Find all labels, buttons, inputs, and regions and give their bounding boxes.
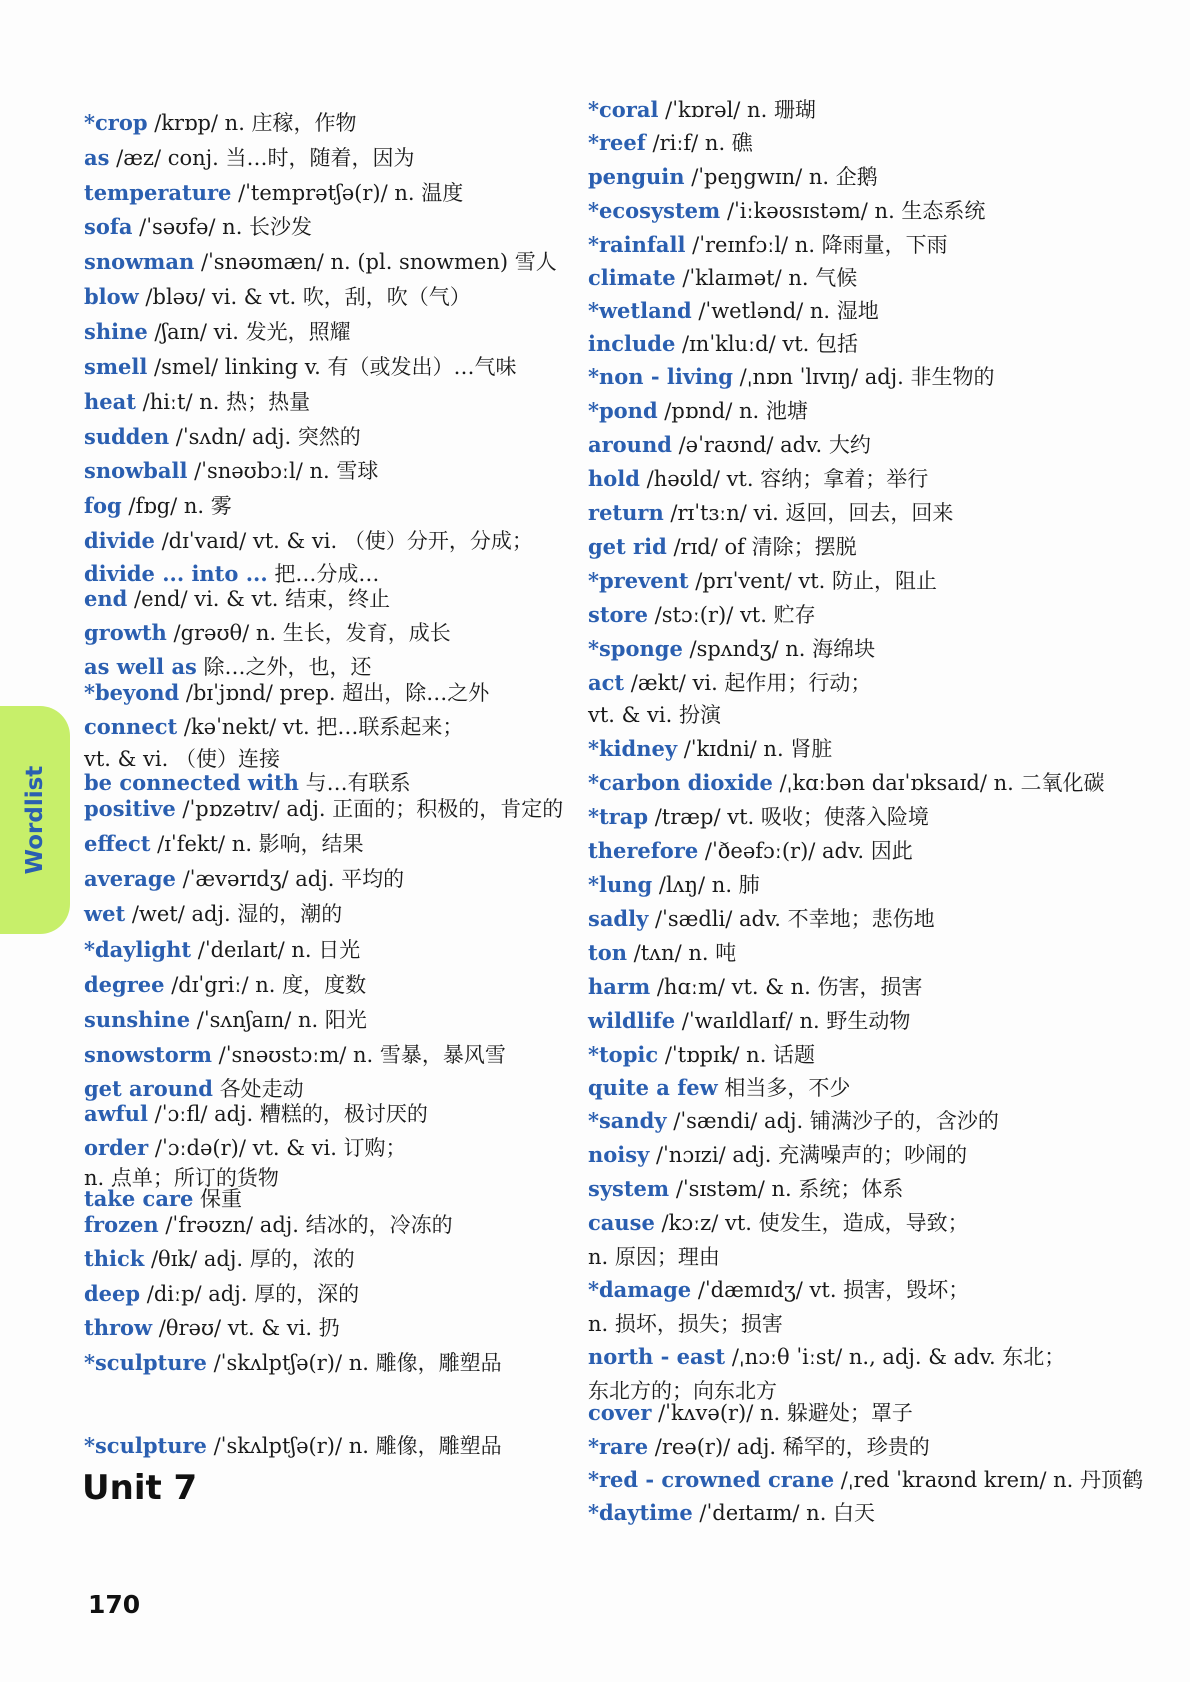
- entry-definition: /pɒnd/ n. 池塘: [657, 399, 808, 423]
- entry-definition: /bləʊ/ vi. & vt. 吹，刮，吹（气）: [138, 285, 471, 309]
- entry-definition: /həʊld/ vt. 容纳；拿着；举行: [639, 467, 929, 491]
- wordlist-entry: [588, 398, 808, 424]
- entry-word: *prevent: [588, 568, 689, 593]
- wordlist-entry: [588, 1434, 930, 1460]
- entry-definition: /dɪˈgriː/ n. 度，度数: [164, 973, 367, 997]
- entry-definition: /reə(r)/ adj. 稀罕的，珍贵的: [648, 1435, 930, 1459]
- entry-word: cover: [588, 1400, 652, 1425]
- wordlist-side-tab: [0, 706, 70, 934]
- entry-word: *wetland: [588, 298, 692, 323]
- wordlist-entry: [84, 831, 364, 857]
- entry-definition: /hɑːm/ vt. & n. 伤害，损害: [650, 975, 923, 999]
- entry-word: *coral: [588, 97, 659, 122]
- entry-definition: /ˈskʌlptʃə(r)/ n. 雕像，雕塑品: [206, 1351, 502, 1375]
- entry-word: average: [84, 866, 176, 891]
- wordlist-entry: [84, 654, 372, 680]
- entry-definition: /ɪˈfekt/ n. 影响，结果: [150, 832, 364, 856]
- entry-definition: /ɪnˈkluːd/ vt. 包括: [675, 332, 858, 356]
- entry-word: *pond: [588, 398, 658, 423]
- entry-definition: /fɒg/ n. 雾: [121, 494, 232, 518]
- entry-definition: /ˈkɒrəl/ n. 珊瑚: [658, 98, 816, 122]
- entry-definition: /ˌnɔːθ ˈiːst/ n., adj. & adv. 东北；: [725, 1345, 1066, 1369]
- entry-word: get around: [84, 1076, 213, 1101]
- entry-definition: /kəˈnekt/ vt. 把…联系起来；: [177, 715, 464, 739]
- wordlist-entry: [84, 620, 451, 646]
- entry-definition: /ˈkɪdni/ n. 肾脏: [677, 737, 833, 761]
- entry-word: wildlife: [588, 1008, 676, 1033]
- entry-definition: /smel/ linking v. 有（或发出）…气味: [147, 355, 517, 379]
- wordlist-entry: [84, 1212, 453, 1238]
- entry-word: sofa: [84, 214, 133, 239]
- wordlist-entry: [84, 972, 366, 998]
- entry-definition: /ˈiːkəʊsɪstəm/ n. 生态系统: [720, 199, 986, 223]
- wordlist-entry: [588, 1500, 875, 1526]
- entry-definition: /dɪˈvaɪd/ vt. & vi. （使）分开，分成；: [154, 529, 533, 553]
- entry-definition: 除…之外，也，还: [196, 655, 372, 679]
- entry-word: *kidney: [588, 736, 678, 761]
- wordlist-entry: [84, 937, 360, 963]
- wordlist-entry: [588, 736, 832, 762]
- wordlist-entry: [84, 680, 489, 706]
- entry-definition: vt. & vi. （使）连接: [84, 747, 280, 771]
- wordlist-entry: [588, 1176, 903, 1202]
- entry-word: *beyond: [84, 680, 180, 705]
- entry-word: north - east: [588, 1344, 726, 1369]
- entry-definition: /ˈɔːfl/ adj. 糟糕的，极讨厌的: [147, 1102, 428, 1126]
- entry-definition: /wet/ adj. 湿的，潮的: [125, 902, 343, 926]
- entry-word: temperature: [84, 180, 232, 205]
- entry-word: *daytime: [588, 1500, 693, 1525]
- entry-definition: /θɪk/ adj. 厚的，浓的: [144, 1247, 355, 1271]
- wordlist-entry: [84, 796, 563, 822]
- entry-definition: /ˈsʌdn/ adj. 突然的: [169, 425, 361, 449]
- wordlist-entry: [588, 1277, 969, 1303]
- entry-definition: /ˈnɔɪzi/ adj. 充满噪声的；吵闹的: [649, 1143, 968, 1167]
- entry-definition: /bɪˈjɒnd/ prep. 超出，除…之外: [179, 681, 490, 705]
- entry-word: around: [588, 432, 672, 457]
- entry-definition: /prɪˈvent/ vt. 防止，阻止: [688, 569, 938, 593]
- entry-definition: /ˈdeɪtaɪm/ n. 白天: [692, 1501, 876, 1525]
- wordlist-entry: [84, 180, 463, 206]
- wordlist-entry: [588, 602, 816, 628]
- entry-definition: /ˈsnəʊmæn/ n. (pl. snowmen) 雪人: [194, 250, 557, 274]
- wordlist-entry: [588, 974, 923, 1000]
- entry-word: *lung: [588, 872, 653, 897]
- wordlist-entry: [588, 670, 871, 696]
- wordlist-entry: [588, 770, 1104, 796]
- wordlist-entry: [588, 265, 857, 291]
- entry-definition: /rɪd/ of 清除；摆脱: [666, 535, 857, 559]
- wordlist-entry: [84, 1433, 502, 1459]
- page-number: 170: [88, 1590, 141, 1619]
- entry-definition: /ˈpɒzətɪv/ adj. 正面的；积极的，肯定的: [175, 797, 564, 821]
- entry-definition: /ˈsəʊfə/ n. 长沙发: [132, 215, 313, 239]
- entry-definition: /kɔːz/ vt. 使发生，造成，导致；: [654, 1211, 969, 1235]
- entry-definition: /ˈævərɪdʒ/ adj. 平均的: [175, 867, 405, 891]
- entry-word: act: [588, 670, 625, 695]
- wordlist-entry: [588, 1400, 913, 1426]
- entry-word: snowman: [84, 249, 195, 274]
- entry-word: *sculpture: [84, 1350, 207, 1375]
- entry-word: *rare: [588, 1434, 649, 1459]
- entry-definition: /træp/ vt. 吸收；使落入险境: [648, 805, 929, 829]
- entry-word: sunshine: [84, 1007, 191, 1032]
- entry-definition: 把…分成…: [267, 562, 380, 586]
- wordlist-entry: [588, 466, 928, 492]
- entry-definition: /diːp/ adj. 厚的，深的: [140, 1282, 360, 1306]
- entry-word: degree: [84, 972, 165, 997]
- wordlist-entry: [84, 1186, 242, 1212]
- wordlist-entry: [84, 110, 357, 136]
- entry-word: effect: [84, 831, 151, 856]
- entry-word: sadly: [588, 906, 649, 931]
- entry-word: noisy: [588, 1142, 650, 1167]
- wordlist-entry: [84, 528, 533, 554]
- entry-word: *trap: [588, 804, 649, 829]
- entry-definition: /ˈtemprətʃə(r)/ n. 温度: [231, 181, 464, 205]
- entry-word: be connected with: [84, 770, 299, 795]
- entry-word: smell: [84, 354, 148, 379]
- wordlist-entry: [588, 364, 995, 390]
- entry-definition: /ʃaɪn/ vi. 发光，照耀: [147, 320, 351, 344]
- entry-definition: /hiːt/ n. 热；热量: [135, 390, 311, 414]
- entry-definition: /ˈsædli/ adv. 不幸地；悲伤地: [648, 907, 935, 931]
- wordlist-entry: [84, 1076, 304, 1102]
- unit-heading: Unit 7: [82, 1468, 198, 1508]
- entry-definition: /ˈskʌlptʃə(r)/ n. 雕像，雕塑品: [206, 1434, 502, 1458]
- entry-word: shine: [84, 319, 148, 344]
- entry-definition: /ˈpeŋgwɪn/ n. 企鹅: [684, 165, 878, 189]
- wordlist-entry: [84, 1315, 340, 1341]
- entry-word: *non - living: [588, 364, 733, 389]
- entry-definition: 保重: [193, 1187, 243, 1211]
- wordlist-entry: [84, 586, 390, 612]
- entry-definition: /ˈðeəfɔː(r)/ adv. 因此: [698, 839, 913, 863]
- side-tab-label: Wordlist: [22, 765, 48, 875]
- entry-word: blow: [84, 284, 139, 309]
- wordlist-entry: [588, 97, 816, 123]
- wordlist-entry: [84, 746, 280, 772]
- entry-word: ton: [588, 940, 627, 965]
- entry-word: frozen: [84, 1212, 159, 1237]
- entry-word: harm: [588, 974, 651, 999]
- wordlist-entry: [84, 1007, 367, 1033]
- wordlist-entry: [588, 838, 913, 864]
- entry-definition: /ˈwaɪldlaɪf/ n. 野生动物: [675, 1009, 911, 1033]
- entry-definition: /ˈsnəʊbɔːl/ n. 雪球: [187, 459, 379, 483]
- entry-word: snowball: [84, 458, 188, 483]
- entry-definition: /ˌred ˈkraʊnd kreɪn/ n. 丹顶鹤: [834, 1468, 1143, 1492]
- wordlist-entry: [84, 214, 312, 240]
- entry-definition: /ˌkɑːbən daɪˈɒksaɪd/ n. 二氧化碳: [772, 771, 1105, 795]
- entry-definition: 各处走动: [212, 1077, 304, 1101]
- entry-word: *carbon dioxide: [588, 770, 773, 795]
- entry-word: *topic: [588, 1042, 659, 1067]
- entry-word: end: [84, 586, 128, 611]
- entry-word: growth: [84, 620, 167, 645]
- wordlist-entry: [84, 714, 463, 740]
- wordlist-entry: [84, 319, 351, 345]
- wordlist-entry: [84, 1135, 407, 1161]
- entry-definition: /lʌŋ/ n. 肺: [652, 873, 760, 897]
- entry-word: *daylight: [84, 937, 192, 962]
- entry-word: *reef: [588, 130, 646, 155]
- entry-definition: /stɔː(r)/ vt. 贮存: [647, 603, 816, 627]
- wordlist-entry: [588, 1311, 783, 1337]
- wordlist-entry: [588, 1244, 720, 1270]
- entry-definition: /ˌnɒn ˈlɪvɪŋ/ adj. 非生物的: [732, 365, 995, 389]
- entry-definition: /end/ vi. & vt. 结束，终止: [127, 587, 391, 611]
- wordlist-entry: [84, 354, 516, 380]
- wordlist-entry: [588, 568, 937, 594]
- entry-definition: /ˈdeɪlaɪt/ n. 日光: [191, 938, 361, 962]
- entry-definition: n. 损坏，损失；损害: [588, 1312, 783, 1336]
- entry-definition: /ækt/ vi. 起作用；行动；: [624, 671, 872, 695]
- wordlist-entry: [84, 493, 232, 519]
- entry-word: system: [588, 1176, 670, 1201]
- wordlist-entry: [588, 198, 985, 224]
- entry-word: heat: [84, 389, 136, 414]
- entry-word: throw: [84, 1315, 153, 1340]
- entry-definition: /grəʊθ/ n. 生长，发育，成长: [166, 621, 451, 645]
- entry-word: *red - crowned crane: [588, 1467, 835, 1492]
- entry-definition: /æz/ conj. 当…时，随着，因为: [109, 146, 415, 170]
- entry-definition: /rɪˈtɜːn/ vi. 返回，回去，回来: [663, 501, 954, 525]
- wordlist-entry: [84, 1042, 506, 1068]
- entry-word: return: [588, 500, 664, 525]
- entry-definition: /ˈsʌnʃaɪn/ n. 阳光: [190, 1008, 367, 1032]
- entry-word: *damage: [588, 1277, 692, 1302]
- entry-word: *sculpture: [84, 1433, 207, 1458]
- wordlist-entry: [588, 1008, 910, 1034]
- wordlist-entry: [588, 500, 953, 526]
- entry-definition: /ˈdæmɪdʒ/ vt. 损害，毁坏；: [691, 1278, 970, 1302]
- wordlist-entry: [588, 1075, 850, 1101]
- wordlist-entry: [588, 940, 736, 966]
- wordlist-entry: [84, 1350, 502, 1376]
- wordlist-entry: [588, 432, 871, 458]
- wordlist-entry: [84, 901, 342, 927]
- entry-definition: /θrəʊ/ vt. & vi. 扔: [152, 1316, 340, 1340]
- wordlist-entry: [588, 906, 935, 932]
- entry-word: take care: [84, 1186, 194, 1211]
- entry-definition: /ˈkʌvə(r)/ n. 躲避处；罩子: [651, 1401, 913, 1425]
- entry-definition: /ˈklaɪmət/ n. 气候: [675, 266, 858, 290]
- wordlist-entry: [588, 1210, 969, 1236]
- wordlist-entry: [588, 232, 948, 258]
- entry-word: store: [588, 602, 648, 627]
- entry-definition: /ˈfrəʊzn/ adj. 结冰的，冷冻的: [158, 1213, 453, 1237]
- entry-word: as: [84, 145, 110, 170]
- entry-definition: n. 原因；理由: [588, 1245, 720, 1269]
- wordlist-entry: [588, 804, 929, 830]
- entry-word: snowstorm: [84, 1042, 212, 1067]
- wordlist-entry: [84, 145, 415, 171]
- wordlist-entry: [588, 1344, 1065, 1370]
- entry-word: positive: [84, 796, 176, 821]
- wordlist-entry: [84, 389, 310, 415]
- wordlist-entry: [588, 130, 753, 156]
- entry-definition: /ˈreɪnfɔːl/ n. 降雨量，下雨: [685, 233, 948, 257]
- entry-word: as well as: [84, 654, 197, 679]
- wordlist-entry: [84, 249, 557, 275]
- wordlist-entry: [588, 1108, 999, 1134]
- wordlist-entry: [84, 770, 411, 796]
- wordlist-entry: [588, 872, 760, 898]
- entry-word: wet: [84, 901, 126, 926]
- wordlist-entry: [84, 1246, 355, 1272]
- wordlist-entry: [84, 866, 404, 892]
- entry-word: *rainfall: [588, 232, 686, 257]
- wordlist-entry: [588, 1042, 815, 1068]
- entry-word: include: [588, 331, 676, 356]
- entry-word: quite a few: [588, 1075, 718, 1100]
- entry-word: thick: [84, 1246, 145, 1271]
- wordlist-entry: [84, 284, 471, 310]
- entry-word: get rid: [588, 534, 667, 559]
- entry-definition: /ˈɔːdə(r)/ vt. & vi. 订购；: [148, 1136, 407, 1160]
- entry-word: connect: [84, 714, 178, 739]
- entry-word: deep: [84, 1281, 141, 1306]
- entry-word: penguin: [588, 164, 685, 189]
- entry-word: sudden: [84, 424, 170, 449]
- entry-word: therefore: [588, 838, 699, 863]
- wordlist-entry: [588, 1467, 1143, 1493]
- entry-word: *sandy: [588, 1108, 667, 1133]
- entry-definition: 相当多，不少: [717, 1076, 851, 1100]
- entry-word: order: [84, 1135, 149, 1160]
- wordlist-entry: [588, 164, 878, 190]
- entry-definition: vt. & vi. 扮演: [588, 703, 721, 727]
- wordlist-entry: [84, 1101, 428, 1127]
- entry-definition: /ˈwetlənd/ n. 湿地: [691, 299, 879, 323]
- entry-word: cause: [588, 1210, 655, 1235]
- entry-definition: /ˈtɒpɪk/ n. 话题: [658, 1043, 816, 1067]
- wordlist-entry: [588, 1142, 967, 1168]
- entry-word: *crop: [84, 110, 148, 135]
- entry-definition: 东北方的；向东北方: [588, 1379, 777, 1403]
- wordlist-entry: [84, 424, 361, 450]
- entry-word: hold: [588, 466, 640, 491]
- entry-word: *ecosystem: [588, 198, 721, 223]
- entry-word: divide ... into ...: [84, 561, 268, 586]
- wordlist-entry: [588, 298, 879, 324]
- entry-definition: /krɒp/ n. 庄稼，作物: [147, 111, 357, 135]
- entry-definition: /ˈsnəʊstɔːm/ n. 雪暴，暴风雪: [212, 1043, 506, 1067]
- wordlist-entry: [588, 331, 858, 357]
- entry-word: divide: [84, 528, 155, 553]
- entry-word: climate: [588, 265, 676, 290]
- entry-definition: /əˈraʊnd/ adv. 大约: [671, 433, 871, 457]
- entry-definition: n. 点单；所订的货物: [84, 1166, 279, 1190]
- wordlist-entry: [84, 561, 379, 587]
- entry-word: *sponge: [588, 636, 683, 661]
- wordlist-entry: [588, 636, 875, 662]
- entry-word: awful: [84, 1101, 148, 1126]
- entry-definition: /ˈsændi/ adj. 铺满沙子的，含沙的: [666, 1109, 999, 1133]
- entry-definition: 与…有联系: [298, 771, 411, 795]
- entry-definition: /ˈsɪstəm/ n. 系统；体系: [669, 1177, 904, 1201]
- wordlist-entry: [84, 458, 378, 484]
- entry-definition: /spʌndʒ/ n. 海绵块: [682, 637, 876, 661]
- entry-word: fog: [84, 493, 122, 518]
- entry-definition: /tʌn/ n. 吨: [626, 941, 737, 965]
- wordlist-entry: [588, 702, 721, 728]
- wordlist-entry: [84, 1281, 359, 1307]
- wordlist-entry: [588, 534, 857, 560]
- entry-definition: /riːf/ n. 礁: [645, 131, 753, 155]
